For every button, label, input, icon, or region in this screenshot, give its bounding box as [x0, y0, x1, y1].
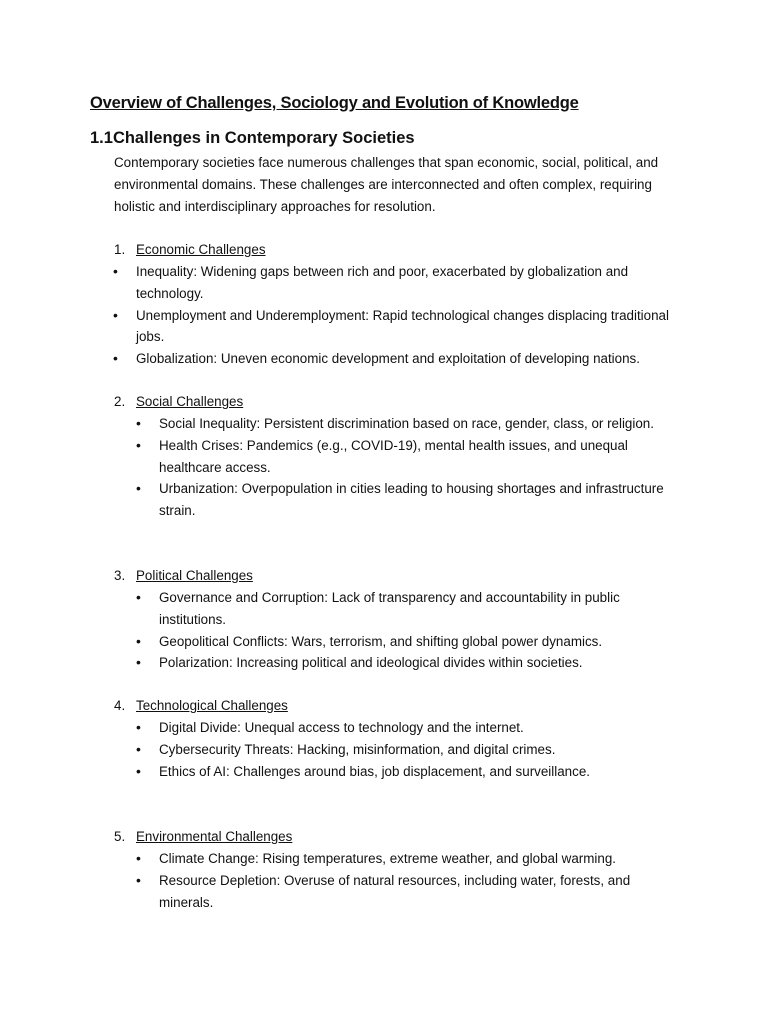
group-number: 3. [114, 568, 126, 583]
bullet-icon: • [136, 654, 141, 671]
bullet-icon: • [136, 415, 141, 431]
group-label: Social Challenges [136, 394, 244, 409]
section-heading [90, 128, 415, 150]
group-heading-political [114, 565, 253, 587]
list-item-text: Climate Change: Rising temperatures, extreme weather, and global warming. [159, 851, 616, 866]
list-item-text: Globalization: Uneven economic development and exploitation of developing nations. [136, 351, 640, 367]
bullet-icon: • [136, 871, 141, 888]
intro-paragraph: Contemporary societies face numerous challenges that span economic, social, political, and environmental domains. These challenges are interconnected and often complex, requiring holistic and interdisciplinary approaches for resolution. [114, 155, 659, 214]
section-number: 1.1 [90, 129, 113, 147]
bullet-icon: • [113, 350, 118, 367]
list-item-text: Inequality: Widening gaps between rich and poor, exacerbated by globalization and technology. [136, 264, 629, 301]
group-number: 5. [114, 829, 126, 844]
bullet-icon: • [136, 719, 141, 735]
group-heading-environmental [114, 826, 292, 848]
list-item [136, 435, 679, 479]
bullet-icon: • [136, 480, 141, 497]
list-item [136, 848, 679, 870]
political-list [136, 587, 679, 674]
section-title: Challenges in Contemporary Societies [112, 129, 415, 147]
bullet-icon: • [136, 740, 141, 757]
bullet-icon: • [113, 306, 118, 323]
group-heading-technological [114, 695, 288, 717]
economic-list [113, 261, 676, 370]
list-item [136, 717, 679, 739]
list-item [113, 261, 676, 305]
group-label: Economic Challenges [136, 242, 266, 257]
list-item-text: Unemployment and Underemployment: Rapid technological changes displacing traditional jobs. [136, 307, 669, 345]
group-number: 4. [114, 698, 126, 713]
list-item-text: Polarization: Increasing political and ideological divides within societies. [159, 655, 583, 671]
list-item [113, 305, 676, 349]
bullet-icon: • [136, 632, 141, 649]
technological-list [136, 717, 679, 782]
bullet-icon: • [113, 263, 118, 279]
list-item-text: Governance and Corruption: Lack of transparency and accountability in public institutions. [159, 590, 620, 627]
group-heading-social [114, 391, 243, 413]
list-item-text: Geopolitical Conflicts: Wars, terrorism, and shifting global power dynamics. [159, 633, 603, 649]
group-label: Technological Challenges [136, 698, 288, 713]
environmental-list [136, 848, 679, 913]
social-list [136, 413, 679, 522]
group-number: 1. [114, 242, 126, 257]
group-number: 2. [114, 394, 126, 409]
group-label: Environmental Challenges [136, 829, 293, 844]
list-item-text: Cybersecurity Threats: Hacking, misinformation, and digital crimes. [159, 741, 556, 757]
list-item [113, 348, 676, 370]
bullet-icon: • [136, 850, 141, 866]
list-item [136, 652, 679, 674]
list-item [136, 631, 679, 653]
list-item [136, 413, 679, 435]
list-item [136, 587, 679, 631]
bullet-icon: • [136, 762, 141, 779]
list-item-text: Digital Divide: Unequal access to technology and the internet. [159, 720, 524, 735]
bullet-icon: • [136, 436, 141, 453]
list-item [136, 739, 679, 761]
document-title: Overview of Challenges, Sociology and Evolution of Knowledge [90, 94, 579, 112]
list-item-text: Health Crises: Pandemics (e.g., COVID-19), mental health issues, and unequal healthcare access. [159, 437, 628, 475]
bullet-icon: • [136, 589, 141, 605]
list-item-text: Social Inequality: Persistent discrimination based on race, gender, class, or religion. [159, 416, 654, 431]
group-label: Political Challenges [136, 568, 253, 583]
list-item [136, 761, 679, 783]
list-item-text: Resource Depletion: Overuse of natural resources, including water, forests, and minerals. [159, 872, 631, 910]
list-item [136, 478, 679, 522]
list-item-text: Ethics of AI: Challenges around bias, job displacement, and surveillance. [159, 763, 590, 779]
list-item-text: Urbanization: Overpopulation in cities leading to housing shortages and infrastructure strain. [159, 481, 664, 519]
list-item [136, 870, 679, 914]
group-heading-economic [114, 239, 266, 261]
